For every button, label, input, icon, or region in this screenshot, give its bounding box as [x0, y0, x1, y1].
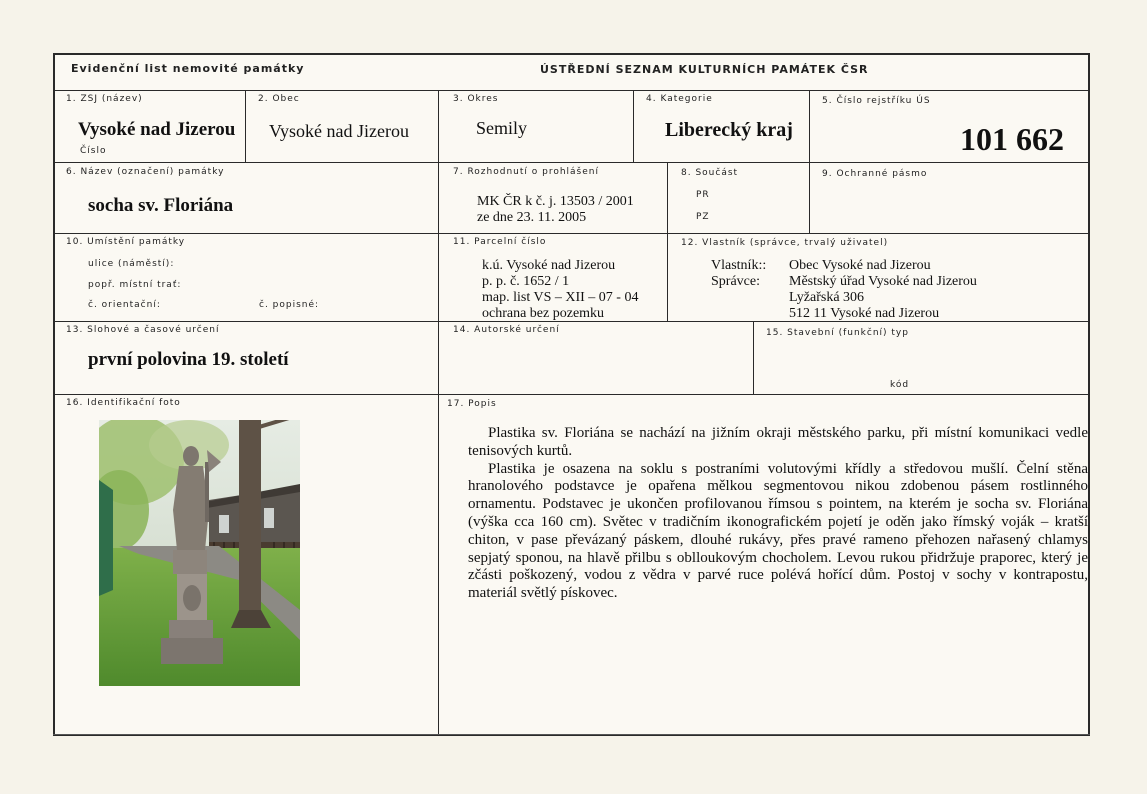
administrator-key: Správce: — [711, 274, 760, 289]
component-pz: PZ — [696, 212, 710, 222]
style-period-label: 13. Slohové a časové určení — [66, 325, 220, 335]
location-orientation-no: č. orientační: — [88, 300, 161, 310]
description-text — [468, 425, 1088, 603]
administrator-line: Lyžařská 306 — [789, 290, 865, 305]
description-label: 17. Popis — [447, 399, 497, 409]
divider — [53, 394, 1090, 395]
category-label: 4. Kategorie — [646, 94, 713, 104]
register-title: ÚSTŘEDNÍ SEZNAM KULTURNÍCH PAMÁTEK ČSR — [540, 63, 869, 76]
divider — [53, 233, 1090, 234]
district-label: 3. Okres — [453, 94, 499, 104]
divider — [53, 162, 1090, 163]
divider — [809, 90, 810, 233]
location-label: 10. Umístění památky — [66, 237, 186, 247]
zsj-value: Vysoké nad Jizerou — [78, 119, 236, 140]
parcel-line: map. list VS – XII – 07 - 04 — [482, 290, 639, 305]
location-street: ulice (náměstí): — [88, 259, 175, 269]
identification-photo — [99, 420, 300, 686]
administrator-line: Městský úřad Vysoké nad Jizerou — [789, 274, 977, 289]
style-period-value: první polovina 19. století — [88, 349, 289, 370]
owner-label: 12. Vlastník (správce, trvalý uživatel) — [681, 238, 889, 248]
declaration-label: 7. Rozhodnutí o prohlášení — [453, 167, 599, 177]
zsj-number-label: Číslo — [80, 146, 107, 156]
divider — [438, 90, 439, 394]
owner-key: Vlastník:: — [711, 258, 767, 273]
district-value: Semily — [476, 118, 528, 138]
photo-label: 16. Identifikační foto — [66, 398, 181, 408]
protection-zone-label: 9. Ochranné pásmo — [822, 169, 928, 179]
divider — [667, 162, 668, 321]
form-title: Evidenční list nemovité památky — [71, 62, 305, 75]
author-label: 14. Autorské určení — [453, 325, 560, 335]
municipality-label: 2. Obec — [258, 94, 300, 104]
location-place: popř. místní trať: — [88, 280, 182, 290]
category-value: Liberecký kraj — [665, 119, 793, 141]
municipality-value: Vysoké nad Jizerou — [269, 121, 409, 141]
divider — [438, 394, 439, 734]
building-type-code: kód — [890, 380, 910, 390]
monument-name-label: 6. Název (označení) památky — [66, 167, 225, 177]
divider — [53, 321, 1090, 322]
divider — [53, 90, 1090, 91]
register-number-label: 5. Číslo rejstříku ÚS — [822, 96, 931, 106]
component-label: 8. Součást — [681, 168, 739, 178]
bottom-rule — [53, 734, 1090, 735]
location-descriptive-no: č. popisné: — [259, 300, 320, 310]
zsj-label: 1. ZSJ (název) — [66, 94, 143, 104]
parcel-line: k.ú. Vysoké nad Jizerou — [482, 258, 616, 273]
owner-value: Obec Vysoké nad Jizerou — [789, 258, 931, 273]
divider — [753, 321, 754, 394]
declaration-line-2: ze dne 23. 11. 2005 — [477, 210, 587, 225]
parcel-line: ochrana bez pozemku — [482, 306, 605, 320]
administrator-line: 512 11 Vysoké nad Jizerou — [789, 306, 940, 321]
building-type-label: 15. Stavební (funkční) typ — [766, 328, 909, 338]
parcel-line: p. p. č. 1652 / 1 — [482, 274, 570, 289]
monument-name-value: socha sv. Floriána — [88, 195, 234, 216]
component-pr: PR — [696, 190, 710, 200]
description-paragraph: Plastika je osazena na soklu s postraními volutovými křídly a středovou mušlí. Čelní stěna hranolového podstavce je opařena mělkou segmentovou nikou zdobenou pásem rostlinného ornamentu. Podstavec je ukončen profilovanou římsou s pointem, na kterém je socha sv. Floriána (výška cca 160 cm). Světec v tradičním ikonografickém pojetí je oděn jako římský voják – kratší chiton, v pase převázaný páskem, dlouhé rukávy, přes pravé rameno přehozen nařasený chlamys sepjatý sponou, na hlavě přilbu s oblloukovým chocholem. Levou rukou přidržuje praporec, který je zčásti poškozený, vodou z vědra v parvé ruce polévá hořící dům. Postoj v sochy v kontrapostu, materiál světlý pískovec. — [468, 460, 1088, 602]
description-paragraph: Plastika sv. Floriána se nachází na jižním okraji městského parku, při místní komunikaci vedle tenisových kurtů. — [468, 425, 1088, 459]
divider — [245, 90, 246, 162]
divider — [633, 90, 634, 162]
parcel-label: 11. Parcelní číslo — [453, 237, 547, 247]
declaration-line-1: MK ČR k č. j. 13503 / 2001 — [477, 194, 634, 209]
register-number-value: 101 662 — [960, 121, 1064, 157]
